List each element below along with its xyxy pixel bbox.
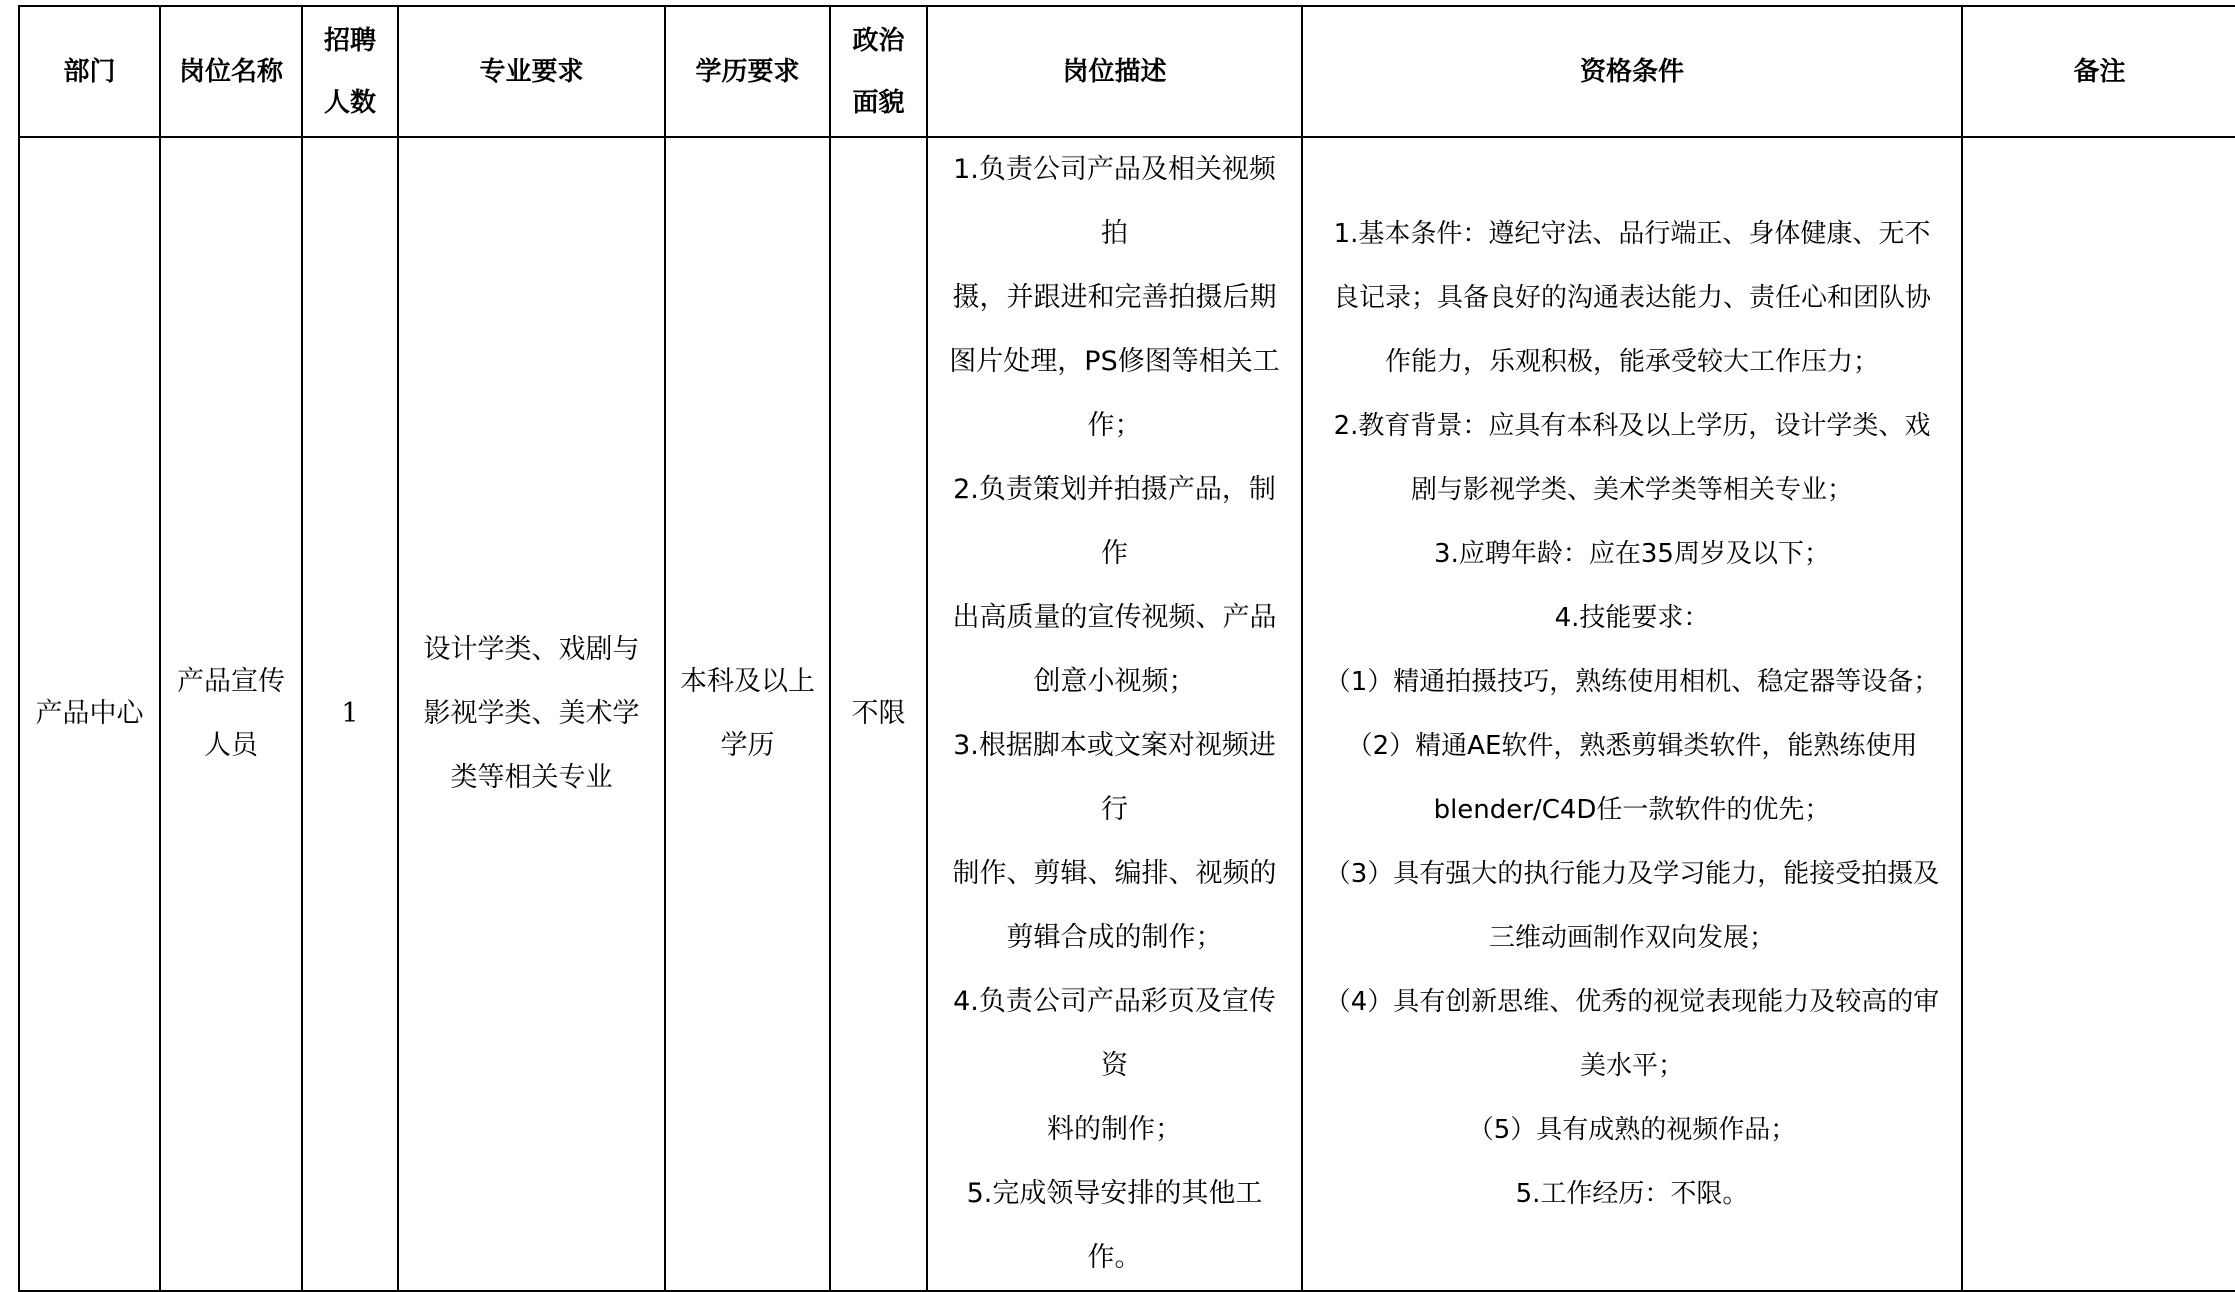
cell-description: 1.负责公司产品及相关视频拍 摄，并跟进和完善拍摄后期 图片处理，PS修图等相关工 作； 2.负责策划并拍摄产品，制作 出高质量的宣传视频、产品 创意小视频； 3.根据脚本或文案对视频进行 制作、剪辑、编排、视频的 剪辑合成的制作； 4.负责公司产品彩页及宣传资 料的制作； 5.完成领导安排的其他工作。 bbox=[927, 137, 1302, 1291]
recruitment-table bbox=[18, 5, 2235, 1292]
cell-education: 本科及以上 学历 bbox=[665, 137, 830, 1291]
cell-major: 设计学类、戏剧与 影视学类、美术学 类等相关专业 bbox=[398, 137, 665, 1291]
cell-political: 不限 bbox=[830, 137, 927, 1291]
cell-department: 产品中心 bbox=[19, 137, 160, 1291]
table-row bbox=[19, 137, 2235, 1291]
cell-remarks bbox=[1962, 137, 2235, 1291]
header-count: 招聘 人数 bbox=[302, 6, 398, 137]
header-remarks: 备注 bbox=[1962, 6, 2235, 137]
header-description: 岗位描述 bbox=[927, 6, 1302, 137]
cell-position: 产品宣传 人员 bbox=[160, 137, 302, 1291]
cell-count: 1 bbox=[302, 137, 398, 1291]
header-row bbox=[19, 6, 2235, 137]
header-department: 部门 bbox=[19, 6, 160, 137]
header-political: 政治 面貌 bbox=[830, 6, 927, 137]
cell-qualifications: 1.基本条件：遵纪守法、品行端正、身体健康、无不 良记录；具备良好的沟通表达能力、责任心和团队协 作能力，乐观积极，能承受较大工作压力； 2.教育背景：应具有本科及以上学历，设计学类、戏 剧与影视学类、美术学类等相关专业； 3.应聘年龄：应在35周岁及以下； 4.技能要求： （1）精通拍摄技巧，熟练使用相机、稳定器等设备； （2）精通AE软件，熟悉剪辑类软件，能熟练使用 blender/C4D任一款软件的优先； （3）具有强大的执行能力及学习能力，能接受拍摄及 三维动画制作双向发展； （4）具有创新思维、优秀的视觉表现能力及较高的审 美水平； （5）具有成熟的视频作品； 5.工作经历：不限。 bbox=[1302, 137, 1962, 1291]
header-position: 岗位名称 bbox=[160, 6, 302, 137]
header-major: 专业要求 bbox=[398, 6, 665, 137]
header-education: 学历要求 bbox=[665, 6, 830, 137]
header-qualifications: 资格条件 bbox=[1302, 6, 1962, 137]
